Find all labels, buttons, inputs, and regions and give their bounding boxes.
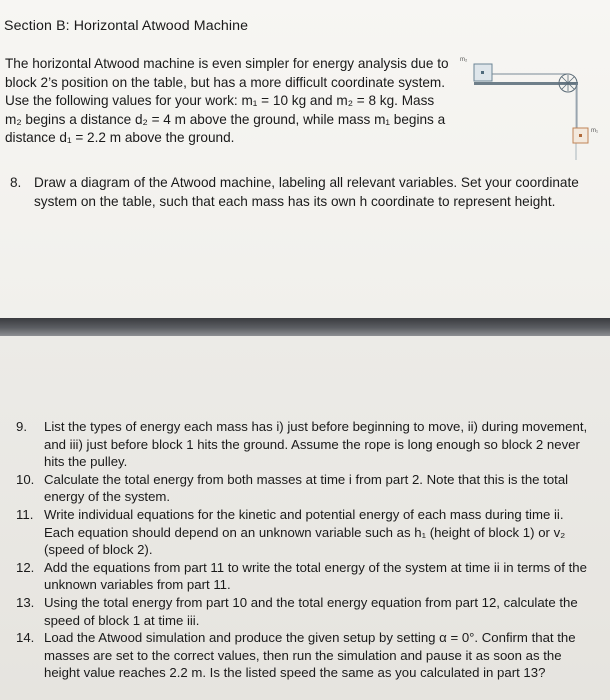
question-number: 12. [16,559,35,575]
question-number: 11. [16,506,34,522]
question-number: 13. [16,594,35,610]
table-top [474,82,578,85]
block-m2-marker [481,71,484,74]
question-text: Write individual equations for the kinetic and potential energy of each mass during time ii. Each equation should depend on an unknown variable such as h₁ (height of block 1) or v₂ (speed of block 2). [44,506,566,558]
section-title: Section B: Horizontal Atwood Machine [4,18,249,34]
atwood-diagram [456,52,606,162]
question-text: Calculate the total energy from both masses at time i from part 2. Note that this is the total energy of the system. [44,471,569,505]
question-text: Add the equations from part 11 to write the total energy of the system at time ii in terms of the unknown variables from part 11. [44,559,587,593]
question-number: 8. [10,175,22,190]
question-9 [16,418,596,471]
label-m2: m₂ [460,57,468,63]
question-number: 14. [16,630,35,646]
block-m1-marker [579,134,582,137]
page-divider [0,318,610,336]
intro-paragraph: The horizontal Atwood machine is even simpler for energy analysis due to block 2’s position on the table, but has a more difficult coordinate system. Use the following values for your work: m₁ = 10 kg and m₂ = 8 kg. Mass m₂ begins a distance d₂ = 4 m above the ground, while mass m₁ begins a distance d₁ = 2.2 m above the ground. [5,56,449,146]
question-12 [16,559,596,594]
question-text: List the types of energy each mass has i) just before beginning to move, ii) during movement, and iii) just before block 1 hits the ground. Assume the rope is long enough so block 2 never hits the pulley. [44,419,588,470]
question-text: Using the total energy from part 10 and the total energy equation from part 12, calculate the speed of block 1 at time iii. [44,594,578,628]
question-10 [16,471,596,506]
question-number: 9. [16,419,27,434]
question-number: 10. [16,471,35,487]
question-text: Load the Atwood simulation and produce the given setup by setting α = 0°. Confirm that the masses are set to the correct values, then run the simulation and pause it as soon as the height value reaches 2.2 m. Is the listed speed the same as you calculated in part 13? [44,630,576,681]
label-m1: m₁ [591,128,599,134]
question-8 [10,173,608,211]
question-list [16,418,596,682]
question-13 [16,594,596,629]
atwood-diagram-figure [456,52,606,162]
question-text: Draw a diagram of the Atwood machine, labeling all relevant variables. Set your coordinate system on the table, such that each mass has its own h coordinate to represent height. [34,175,579,209]
question-11 [16,506,596,559]
question-14 [16,629,596,682]
